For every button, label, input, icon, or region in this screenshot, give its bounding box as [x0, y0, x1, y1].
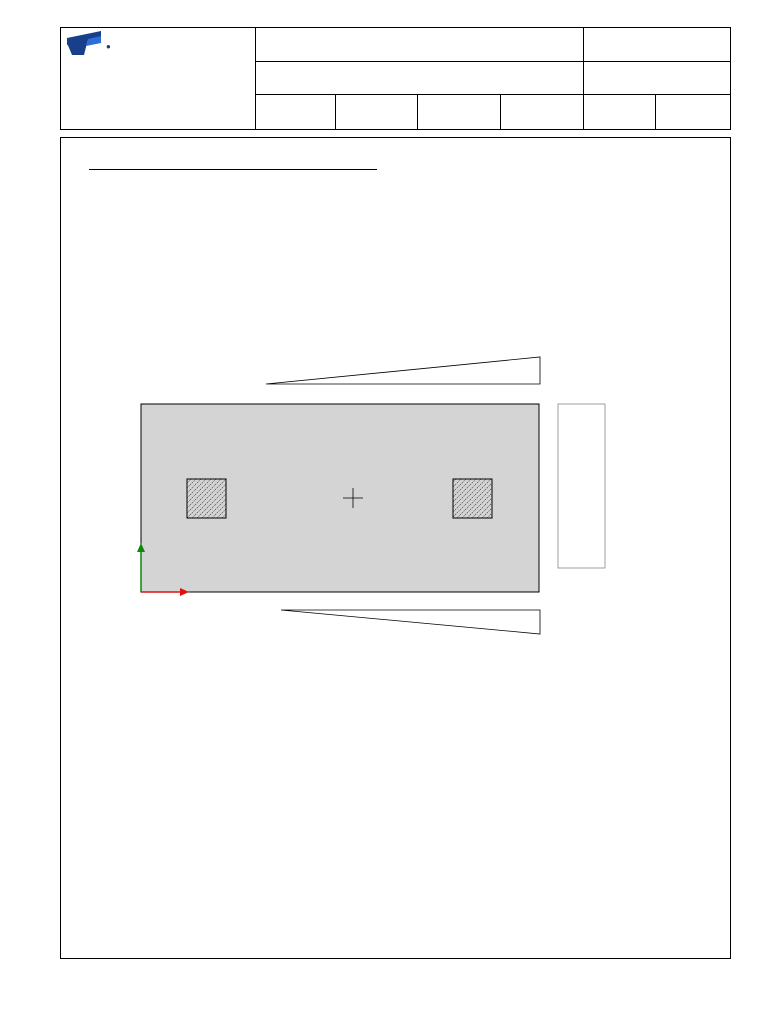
column-2 [453, 479, 492, 518]
pressure-diagram-bottom [281, 610, 540, 634]
column-1 [187, 479, 226, 518]
param-value-self-weight [252, 866, 255, 878]
pressure-diagram-top [266, 357, 540, 384]
pressure-diagram-side [558, 404, 605, 568]
